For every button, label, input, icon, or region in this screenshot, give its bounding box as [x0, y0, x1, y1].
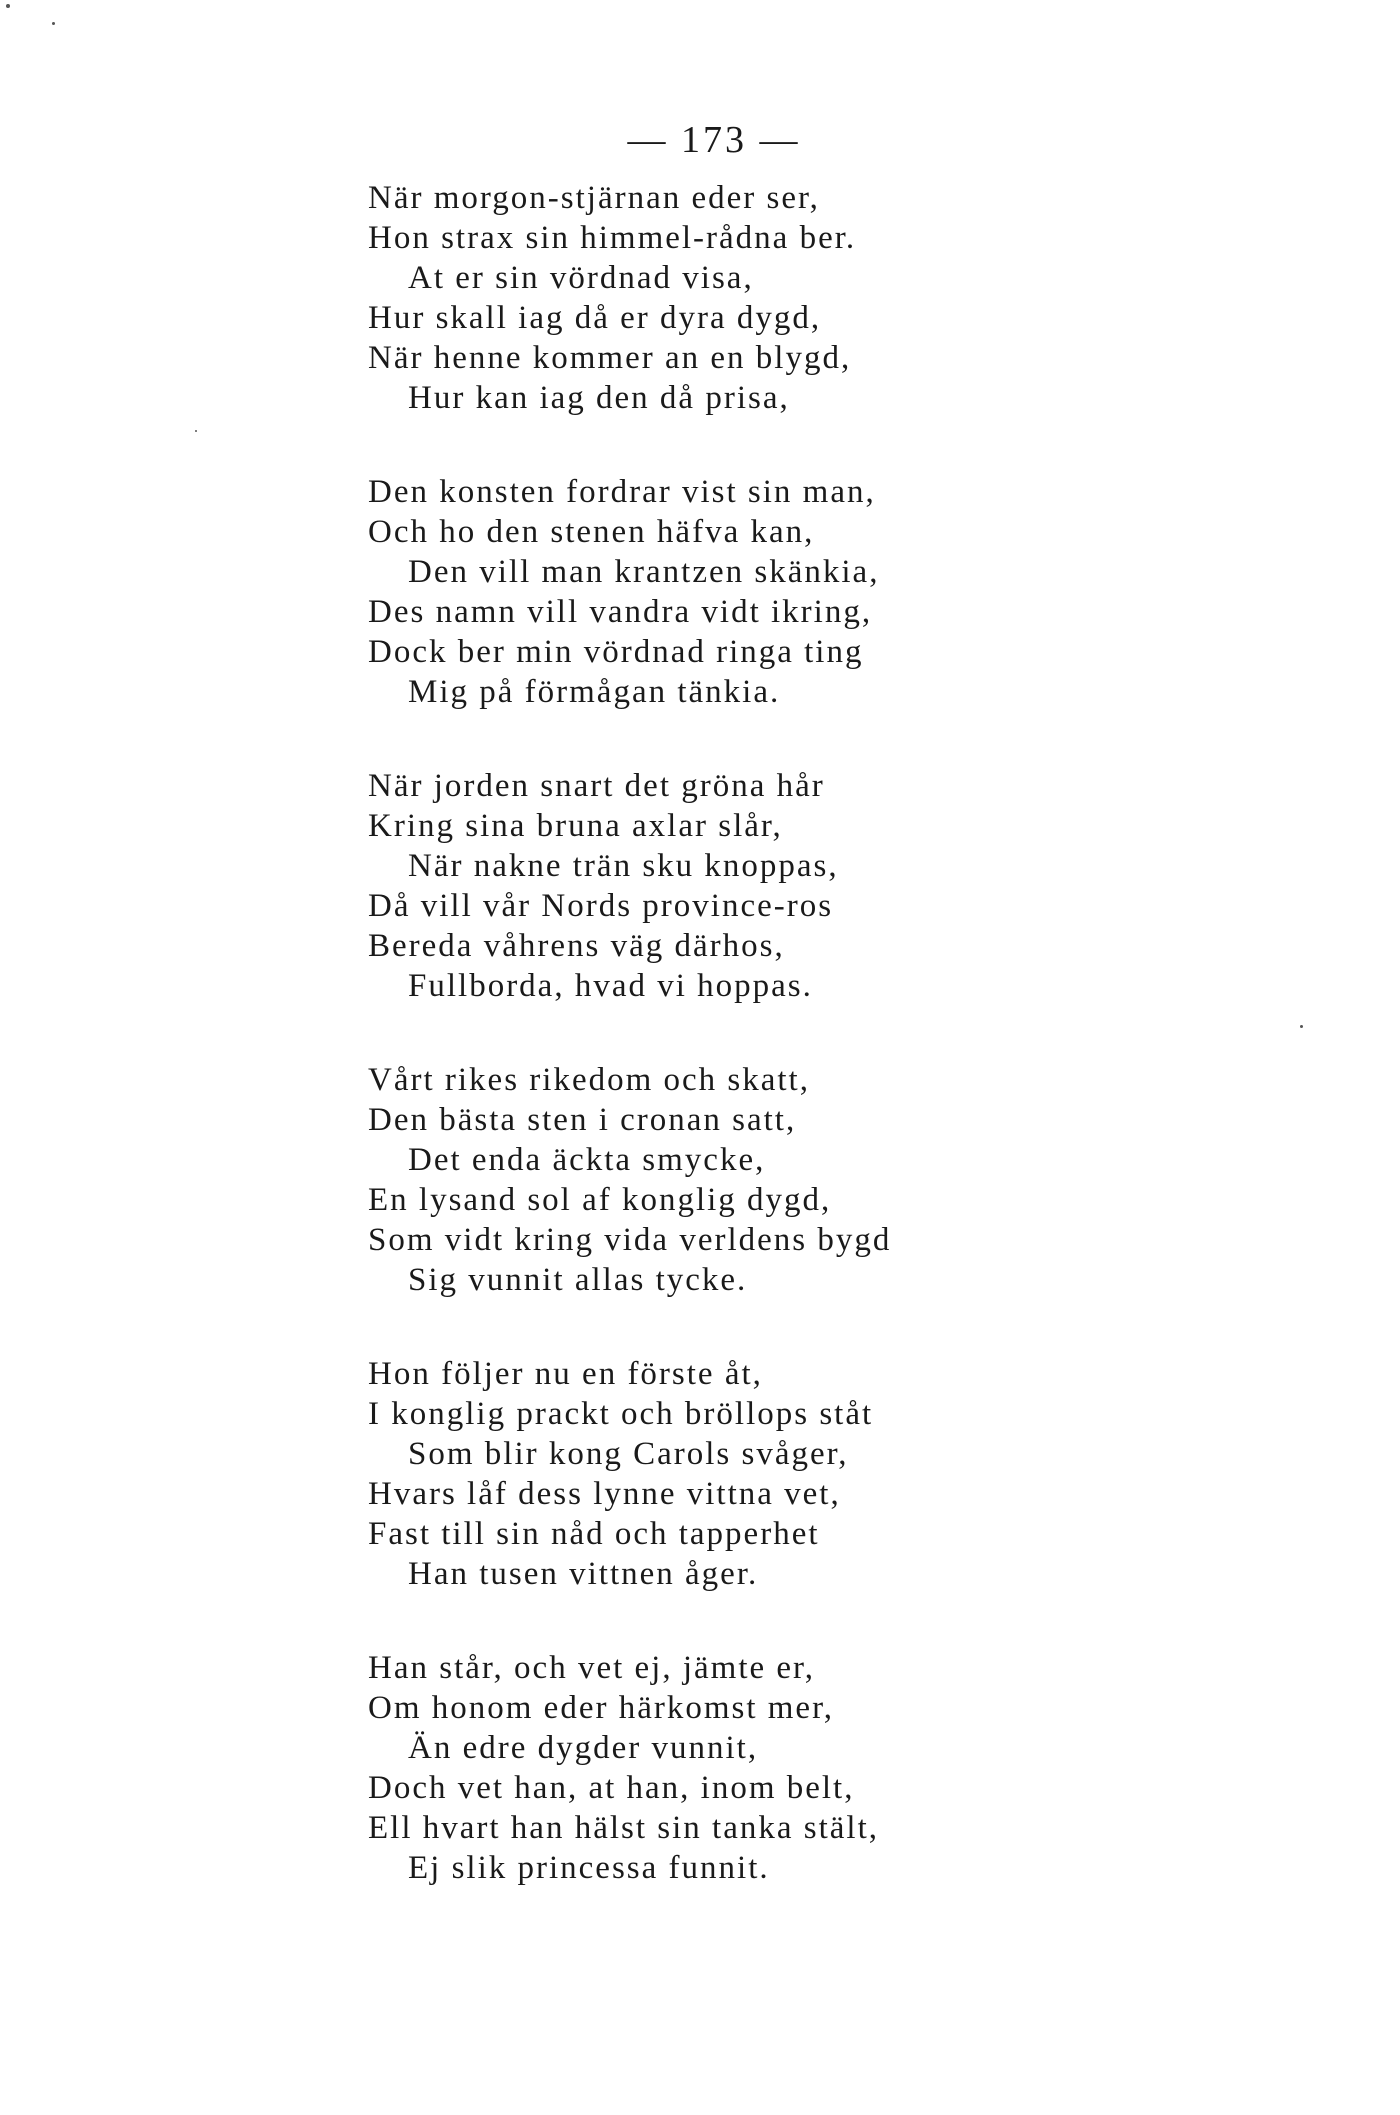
- verse-line: Hon strax sin himmel-rådna ber.: [368, 220, 857, 256]
- stanza: [368, 1060, 1368, 1300]
- stanza: [368, 1648, 1368, 1888]
- verse-line: När henne kommer an en blygd,: [368, 340, 852, 376]
- verse-line: Kring sina bruna axlar slår,: [368, 808, 783, 844]
- verse-line: Den bästa sten i cronan satt,: [368, 1102, 797, 1138]
- verse-line: Des namn vill vandra vidt ikring,: [368, 594, 873, 630]
- page-number: — 173 —: [627, 119, 801, 161]
- verse-line: Han står, och vet ej, jämte er,: [368, 1650, 815, 1686]
- verse-line: Mig på förmågan tänkia.: [408, 674, 781, 710]
- verse-line: Då vill vår Nords province-ros: [368, 888, 834, 924]
- verse-line: När nakne trän sku knoppas,: [408, 848, 839, 884]
- verse-line: Hon följer nu en förste åt,: [368, 1356, 763, 1392]
- verse-line: Doch vet han, at han, inom belt,: [368, 1770, 855, 1806]
- verse-line: Hur skall iag då er dyra dygd,: [368, 300, 822, 336]
- stanza: [368, 1354, 1368, 1594]
- verse-line: Han tusen vittnen åger.: [408, 1556, 759, 1592]
- verse-line: Ej slik princessa funnit.: [408, 1850, 770, 1886]
- verse-line: Om honom eder härkomst mer,: [368, 1690, 835, 1726]
- ink-speck: [195, 430, 197, 432]
- verse-line: Det enda äckta smycke,: [408, 1142, 766, 1178]
- verse-line: När morgon-stjärnan eder ser,: [368, 180, 820, 216]
- stanza: [368, 178, 1368, 418]
- verse-line: Och ho den stenen häfva kan,: [368, 514, 815, 550]
- verse-line: Den vill man krantzen skänkia,: [408, 554, 880, 590]
- verse-line: Ell hvart han hälst sin tanka stält,: [368, 1810, 879, 1846]
- verse-line: Som blir kong Carols svåger,: [408, 1436, 849, 1472]
- verse-line: Vårt rikes rikedom och skatt,: [368, 1062, 810, 1098]
- verse-line: At er sin vördnad visa,: [408, 260, 754, 296]
- verse-line: Bereda våhrens väg därhos,: [368, 928, 785, 964]
- verse-line: I konglig prackt och bröllops ståt: [368, 1396, 874, 1432]
- verse-line: Den konsten fordrar vist sin man,: [368, 474, 876, 510]
- verse-line: Fullborda, hvad vi hoppas.: [408, 968, 813, 1004]
- verse-line: Dock ber min vördnad ringa ting: [368, 634, 864, 670]
- verse-line: Som vidt kring vida verldens bygd: [368, 1222, 892, 1258]
- verse-line: Sig vunnit allas tycke.: [408, 1262, 748, 1298]
- poem: [368, 178, 1368, 1942]
- ink-speck: [6, 4, 10, 8]
- stanza: [368, 766, 1368, 1006]
- verse-line: Än edre dygder vunnit,: [408, 1730, 759, 1766]
- ink-speck: [52, 22, 55, 25]
- verse-line: När jorden snart det gröna hår: [368, 768, 825, 804]
- verse-line: Hur kan iag den då prisa,: [408, 380, 790, 416]
- stanza: [368, 472, 1368, 712]
- verse-line: En lysand sol af konglig dygd,: [368, 1182, 832, 1218]
- verse-line: Hvars låf dess lynne vittna vet,: [368, 1476, 841, 1512]
- verse-line: Fast till sin nåd och tapperhet: [368, 1516, 820, 1552]
